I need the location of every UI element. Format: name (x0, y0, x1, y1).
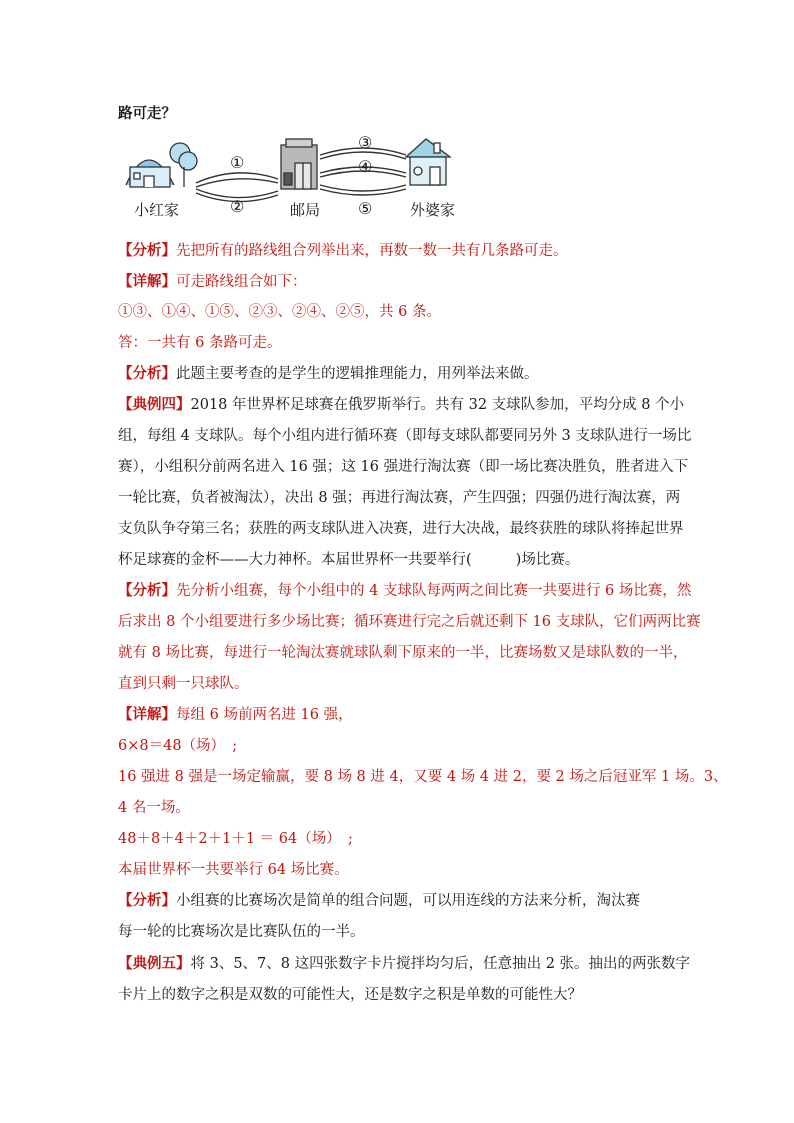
post-office-icon (281, 139, 317, 189)
ex4-line-1 (118, 395, 684, 415)
ex4-detail-text: 每组 6 场前两名进 16 强， (176, 707, 353, 723)
ex4-analysis-text-1: 先分析小组赛，每个小组中的 4 支球队每两两之间比赛一共要进行 6 场比赛，然 (176, 583, 692, 599)
ex4-calc-2: 48＋8＋4＋2＋1＋1 ＝ 64（场） ; (118, 831, 353, 847)
home-label: 小红家 (134, 201, 180, 219)
home-building-icon (126, 143, 197, 187)
route-1-label: ① (230, 153, 245, 172)
ex4-line-2: 组，每组 4 支球队。每个小组内进行循环赛（即每支球队都要同另外 3 支球队进行一场比 (118, 428, 692, 444)
ex3-answer: 答：一共有 6 条路可走。 (118, 335, 282, 351)
ex3-combos: ①③、①④、①⑤、②③、②④、②⑤，共 6 条。 (118, 304, 441, 320)
detail-text: 可走路线组合如下： (176, 274, 307, 290)
route-2-label: ② (230, 197, 245, 216)
grandma-house-label: 外婆家 (410, 201, 456, 219)
ex4-detail (118, 705, 353, 725)
ex4-knockout-2: 4 名一场。 (118, 800, 190, 816)
ex5-text-1: 将 3、5、7、8 这四张数字卡片搅拌均匀后，任意抽出 2 张。抽出的两张数字 (190, 956, 691, 972)
ex3-analysis (118, 241, 568, 261)
ex4-line-3: 赛），小组积分前两名进入 16 强；这 16 强进行淘汰赛（即一场比赛决胜负，胜者进入下 (118, 459, 689, 475)
route-figure (118, 133, 468, 223)
ex4-line-4: 一轮比赛，负者被淘汰），决出 8 强；再进行淘汰赛，产生四强；四强仍进行淘汰赛，两 (118, 490, 681, 506)
ex4-analysis2-tag: 【分析】 (118, 892, 176, 909)
ex3-detail (118, 272, 307, 292)
ex4-analysis-2: 后求出 8 个小组要进行多少场比赛；循环赛进行完之后就还剩下 16 支球队，它们两两比赛 (118, 614, 701, 630)
ex4-analysis-1 (118, 581, 691, 601)
ex4-analysis-tag: 【分析】 (118, 582, 176, 599)
ex4-last-b: )场比赛。 (515, 552, 580, 568)
ex4-text-1: 2018 年世界杯足球赛在俄罗斯举行。共有 32 支球队参加，平均分成 8 个小 (190, 397, 685, 413)
ex4-analysis-4: 直到只剩一只球队。 (118, 676, 249, 692)
ex4-analysis2-2: 每一轮的比赛场次是比赛队伍的一半。 (118, 924, 365, 940)
ex4-knockout-1: 16 强进 8 强是一场定输赢，要 8 场 8 进 4，又要 4 场 4 进 2，要 2 场之后冠亚军 1 场。3、 (118, 769, 728, 785)
ex5-title-tag: 【典例五】 (118, 955, 191, 972)
ex4-last-a: 杯足球赛的金杯——大力神杯。本届世界杯一共要举行( (118, 552, 472, 568)
route-4-label: ④ (358, 157, 373, 176)
question-tail: 路可走？ (118, 105, 176, 122)
ex4-analysis2-1 (118, 891, 640, 911)
analysis2-tag: 【分析】 (118, 365, 176, 382)
detail-tag: 【详解】 (118, 273, 176, 290)
analysis-text: 先把所有的路线组合列举出来，再数一数一共有几条路可走。 (176, 243, 568, 259)
ex5-line-1 (118, 954, 690, 974)
grandma-house-icon (406, 139, 450, 185)
ex4-title-tag: 【典例四】 (118, 396, 191, 413)
ex3-analysis2 (118, 364, 539, 384)
ex4-detail-tag: 【详解】 (118, 706, 176, 723)
ex4-calc-1: 6×8＝48（场） ; (118, 738, 238, 754)
post-office-label: 邮局 (290, 201, 321, 219)
analysis-tag: 【分析】 (118, 242, 176, 259)
ex5-line-2: 卡片上的数字之积是双数的可能性大，还是数字之积是单数的可能性大？ (118, 987, 582, 1003)
ex4-line-6 (118, 550, 579, 570)
ex4-line-5: 支负队争夺第三名；获胜的两支球队进入决赛，进行大决战，最终获胜的球队将捧起世界 (118, 521, 684, 537)
route-3-label: ③ (358, 133, 373, 152)
route-5-label: ⑤ (358, 199, 373, 218)
ex4-analysis-3: 就有 8 场比赛，每进行一轮淘汰赛就球队剩下原来的一半，比赛场数又是球队数的一半， (118, 645, 688, 661)
analysis2-text: 此题主要考查的是学生的逻辑推理能力，用列举法来做。 (176, 366, 539, 382)
ex4-analysis2-text: 小组赛的比赛场次是简单的组合问题，可以用连线的方法来分析，淘汰赛 (176, 893, 640, 909)
ex4-conclusion: 本届世界杯一共要举行 64 场比赛。 (118, 862, 349, 878)
